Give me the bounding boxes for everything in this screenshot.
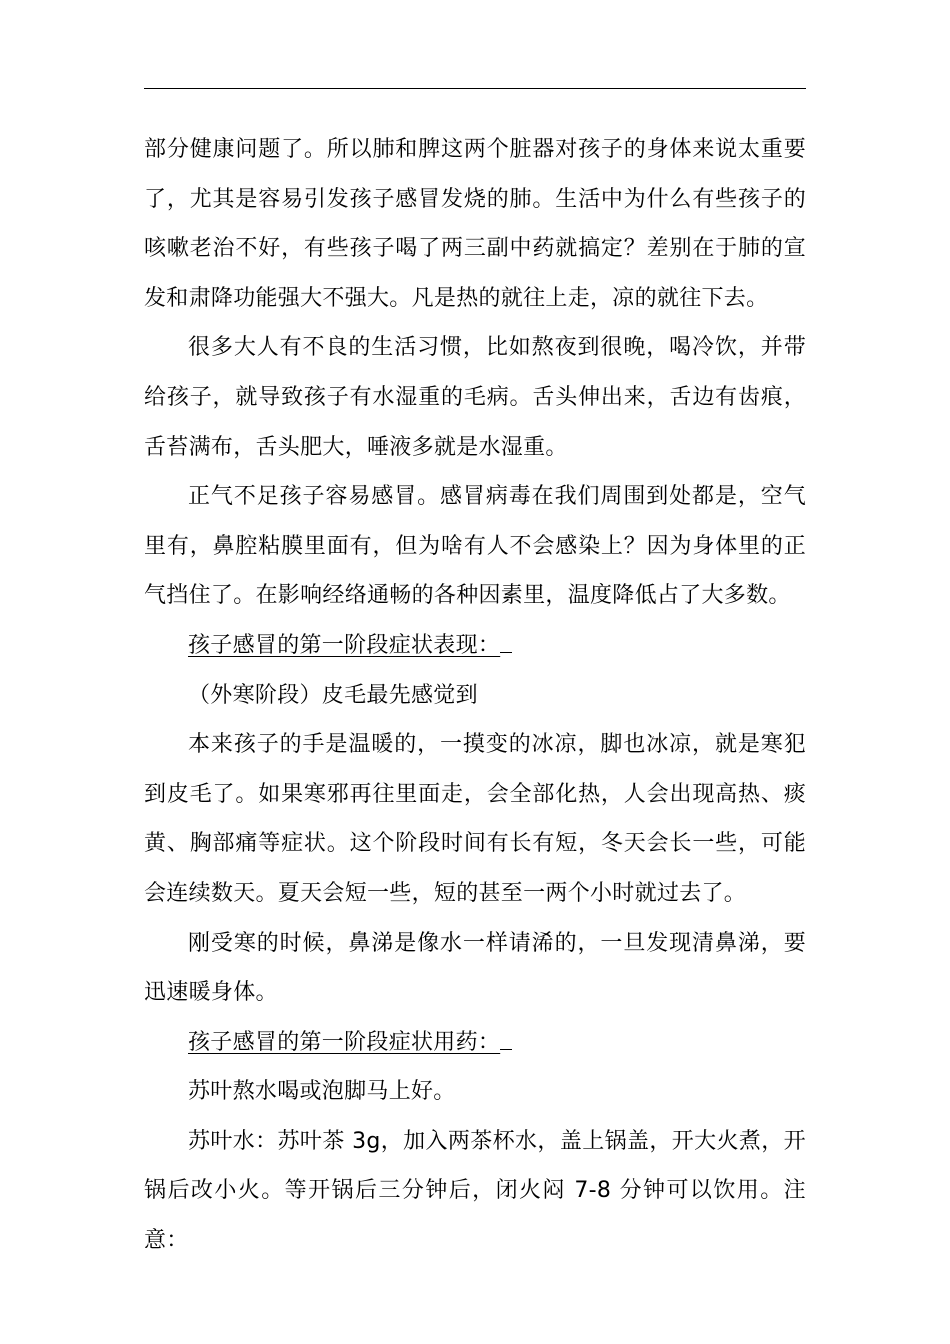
document-body — [144, 125, 806, 1266]
underline-extension — [500, 651, 512, 653]
underline-extension — [500, 1048, 512, 1050]
section-heading-text: 孩子感冒的第一阶段症状表现： — [188, 632, 501, 658]
paragraph: 苏叶水：苏叶茶 3g，加入两茶杯水，盖上锅盖，开大火煮，开锅后改小火。等开锅后三分钟后，闭火闷 7-8 分钟可以饮用。注意： — [144, 1128, 806, 1254]
paragraph: 很多大人有不良的生活习惯，比如熬夜到很晚，喝冷饮，并带给孩子，就导致孩子有水湿重的毛病。舌头伸出来，舌边有齿痕，舌苔满布，舌头肥大，唾液多就是水湿重。 — [144, 335, 806, 460]
section-heading — [144, 621, 806, 671]
paragraph: 苏叶熬水喝或泡脚马上好。 — [188, 1079, 456, 1105]
paragraph: （外寒阶段）皮毛最先感觉到 — [188, 682, 478, 708]
paragraph: 正气不足孩子容易感冒。感冒病毒在我们周围到处都是，空气里有，鼻腔粘膜里面有，但为啥有人不会感染上？因为身体里的正气挡住了。在影响经络通畅的各种因素里，温度降低占了大多数。 — [144, 484, 806, 609]
header-rule — [144, 88, 806, 89]
section-heading-text: 孩子感冒的第一阶段症状用药： — [188, 1029, 501, 1055]
paragraph: 部分健康问题了。所以肺和脾这两个脏器对孩子的身体来说太重要了，尤其是容易引发孩子感冒发烧的肺。生活中为什么有些孩子的咳嗽老治不好，有些孩子喝了两三副中药就搞定？差别在于肺的宣发和肃降功能强大不强大。凡是热的就往上走，凉的就往下去。 — [144, 137, 806, 311]
paragraph: 本来孩子的手是温暖的，一摸变的冰凉，脚也冰凉，就是寒犯到皮毛了。如果寒邪再往里面走，会全部化热，人会出现高热、痰黄、胸部痛等症状。这个阶段时间有长有短，冬天会长一些，可能会连续数天。夏天会短一些，短的甚至一两个小时就过去了。 — [144, 732, 806, 906]
paragraph: 刚受寒的时候，鼻涕是像水一样请浠的，一旦发现清鼻涕，要迅速暖身体。 — [144, 930, 806, 1006]
section-heading — [144, 1018, 806, 1068]
